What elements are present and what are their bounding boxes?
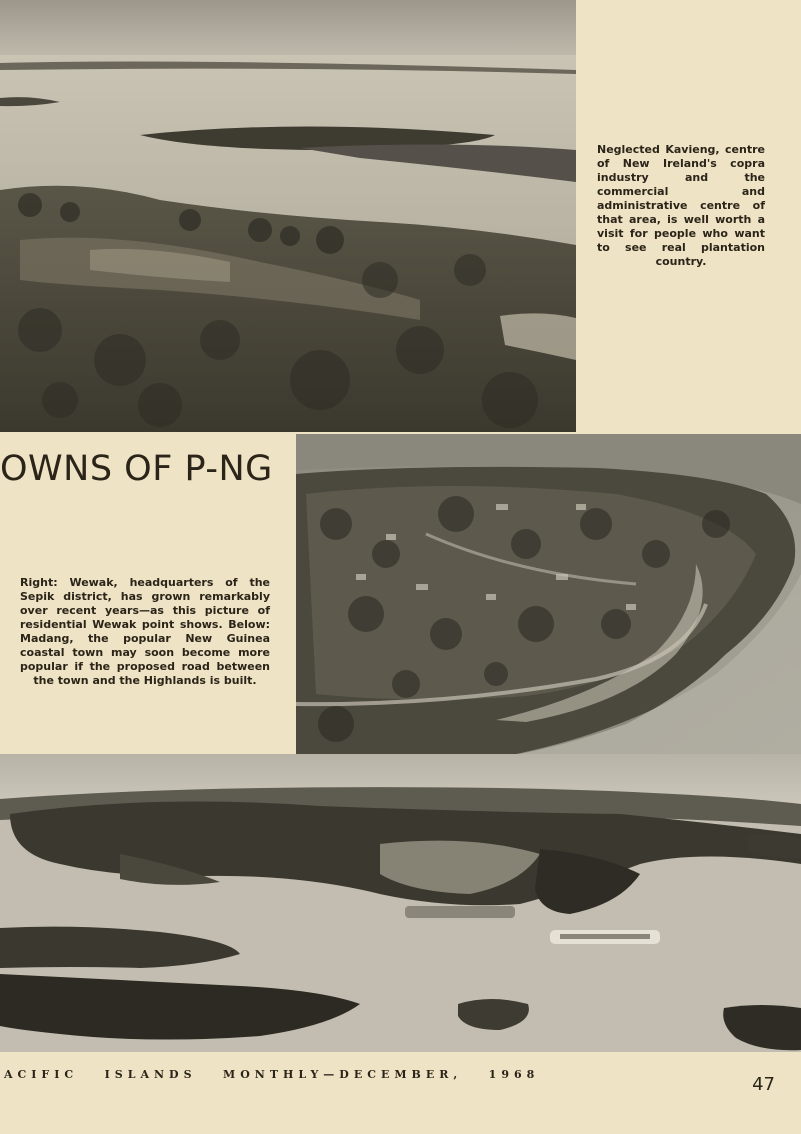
kavieng-aerial-photo (0, 0, 576, 432)
page-headline: OWNS OF P-NG (0, 449, 273, 489)
publication-line: ACIFIC ISLANDS MONTHLY—DECEMBER, 1968 (4, 1068, 540, 1081)
page-footer (0, 1064, 801, 1104)
madang-aerial-photo (0, 754, 801, 1052)
wewak-caption: Right: Wewak, headquarters of the Sepik district, has grown remarkably over recent years—as this picture of residential Wewak point shows. Below: Madang, the popular New Guinea coastal town may soon become more popular if the proposed road between the town and the Highlands is built. (20, 576, 270, 687)
wewak-aerial-photo (296, 434, 801, 758)
page-number: 47 (752, 1074, 775, 1095)
kavieng-caption: Neglected Kavieng, centre of New Ireland's copra industry and the commercial and administrative centre of that area, is well worth a visit for people who want to see real plantation country. (597, 143, 765, 268)
